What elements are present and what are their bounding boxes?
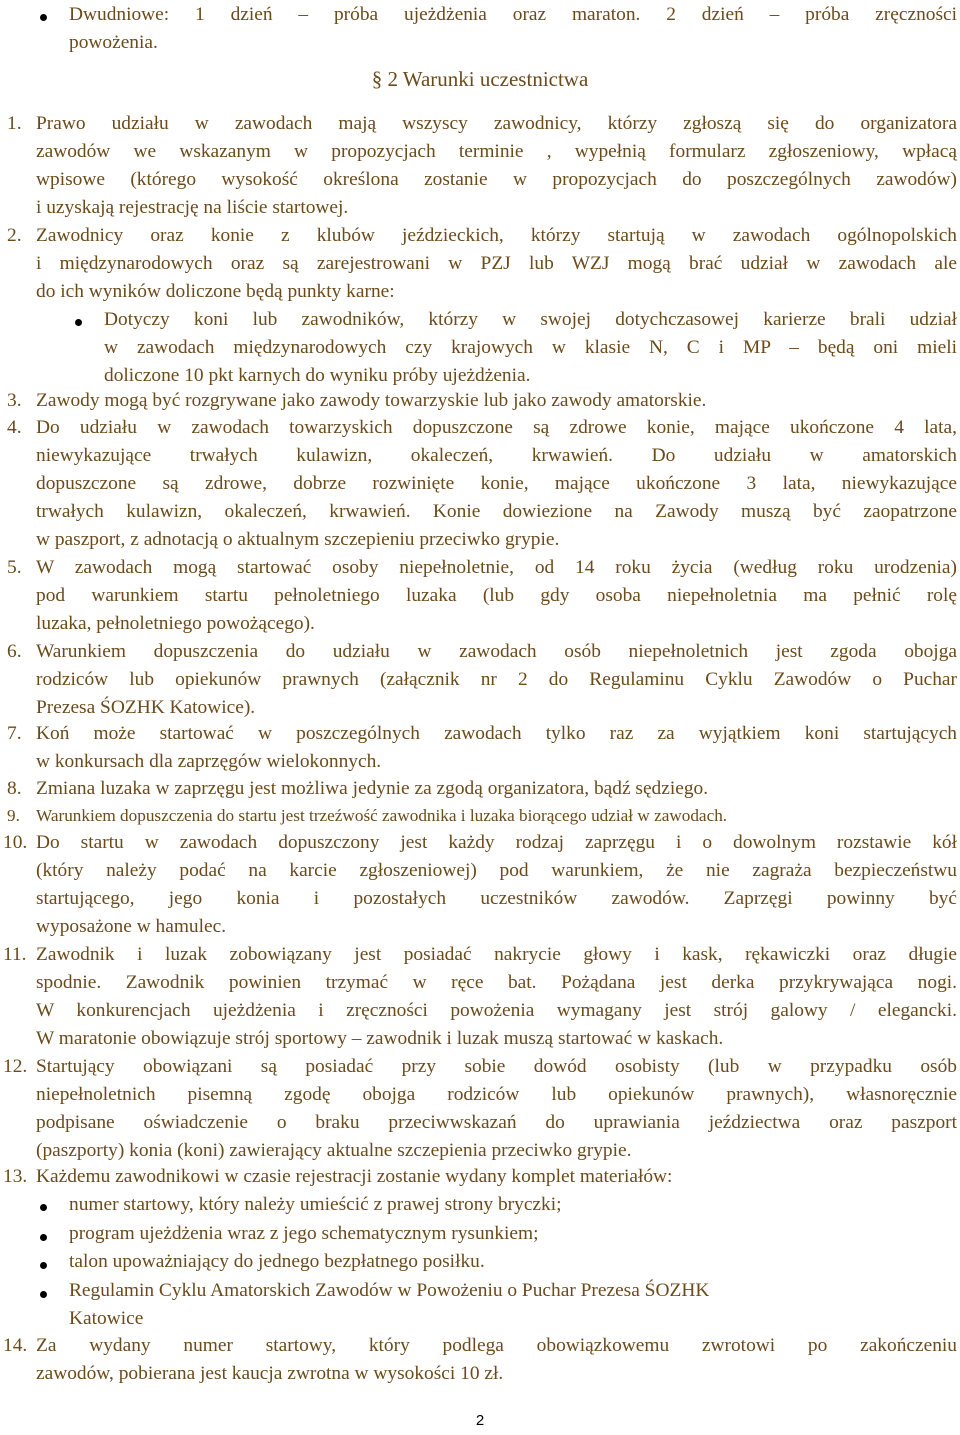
text-line: program ujeżdżenia wraz z jego schematycznym rysunkiem; (69, 1223, 539, 1244)
text-line: podpisane oświadczenie o braku przeciwwskazań do uprawiania jeździectwa oraz paszport (36, 1112, 957, 1133)
text-line: zawodów we wskazanym w propozycjach terminie , wypełnią formularz zgłoszeniowy, wpłacą (36, 141, 957, 162)
text-line: wyposażone w hamulec. (36, 916, 227, 937)
section-heading: § 2 Warunki uczestnictwa (371, 67, 589, 91)
text-line: pod warunkiem startu pełnoletniego luzaka (lub gdy osoba niepełnoletnia ma pełnić rolę (36, 585, 957, 606)
item-number: 12. (3, 1056, 28, 1077)
item-number: 4. (7, 417, 22, 438)
text-line: W maratonie obowiązuje strój sportowy – zawodnik i luzak muszą startować w kaskach. (36, 1028, 724, 1049)
bullet-marker (40, 1262, 47, 1269)
bullet-marker (40, 14, 47, 21)
item-number: 2. (7, 225, 22, 246)
text-line: powożenia. (69, 32, 158, 53)
text-line: rodziców lub opiekunów prawnych (załącznik nr 2 do Regulaminu Cyklu Zawodów o Puchar (36, 669, 957, 690)
item-number: 5. (7, 557, 22, 578)
bullet-marker (40, 1204, 47, 1211)
text-line: (paszporty) konia (koni) zawierający aktualne szczepienia przeciwko grypie. (36, 1140, 632, 1161)
item-number: 7. (7, 723, 22, 744)
text-line: w paszport, z adnotacją o aktualnym szczepieniu przeciwko grypie. (36, 529, 560, 550)
text-line: startującego, jego konia i pozostałych uczestników zawodów. Zaprzęgi powinny być (36, 888, 957, 909)
text-line: do ich wyników doliczone będą punkty karne: (36, 281, 395, 302)
text-line: (który należy podać na karcie zgłoszeniowej) pod warunkiem, że nie zagraża bezpieczeństwu (36, 860, 957, 881)
text-line: spodnie. Zawodnik powinien trzymać w ręce bat. Pożądana jest derka przykrywająca nogi. (36, 972, 957, 993)
item-number: 11. (3, 944, 27, 965)
text-line: numer startowy, który należy umieścić z prawej strony bryczki; (69, 1194, 562, 1215)
text-line: Prawo udziału w zawodach mają wszyscy zawodnicy, którzy zgłoszą się do organizatora (36, 113, 957, 134)
text-line: W konkurencjach ujeżdżenia i zręczności powożenia wymagany jest strój galowy / elegancki. (36, 1000, 957, 1021)
text-line: luzaka, pełnoletniego powożącego). (36, 613, 315, 634)
text-line: Zawodnicy oraz konie z klubów jeździeckich, którzy startują w zawodach ogólnopolskich (36, 225, 957, 246)
text-line: w zawodach międzynarodowych czy krajowych w klasie N, C i MP – będą oni mieli (104, 337, 957, 358)
text-line: talon upoważniający do jednego bezpłatnego posiłku. (69, 1251, 485, 1272)
text-line: wpisowe (którego wysokość określona zostanie w propozycjach do poszczególnych zawodów) (36, 169, 957, 190)
text-line: W zawodach mogą startować osoby niepełnoletnie, od 14 roku życia (według roku urodzenia) (36, 557, 957, 578)
bullet-marker (40, 1234, 47, 1241)
text-line: Za wydany numer startowy, który podlega obowiązkowemu zwrotowi po zakończeniu (36, 1335, 957, 1356)
text-line: Zawody mogą być rozgrywane jako zawody towarzyskie lub jako zawody amatorskie. (36, 390, 707, 411)
text-line: Do udziału w zawodach towarzyskich dopuszczone są zdrowe konie, mające ukończone 4 lata, (36, 417, 957, 438)
text-line: Dwudniowe: 1 dzień – próba ujeżdżenia oraz maraton. 2 dzień – próba zręczności (69, 4, 957, 25)
text-line: Startujący obowiązani są posiadać przy sobie dowód osobisty (lub w przypadku osób (36, 1056, 957, 1077)
item-number: 9. (7, 806, 20, 825)
bullet-marker (40, 1291, 47, 1298)
text-line: Zawodnik i luzak zobowiązany jest posiadać nakrycie głowy i kask, rękawiczki oraz długie (36, 944, 957, 965)
text-line: Warunkiem dopuszczenia do udziału w zawodach osób niepełnoletnich jest zgoda obojga (36, 641, 957, 662)
text-line: zawodów, pobierana jest kaucja zwrotna w wysokości 10 zł. (36, 1363, 504, 1384)
text-line: i międzynarodowych oraz są zarejestrowani w PZJ lub WZJ mogą brać udział w zawodach ale (36, 253, 957, 274)
item-number: 6. (7, 641, 22, 662)
item-number: 10. (3, 832, 28, 853)
text-line: trwałych kulawizn, okaleczeń, krwawień. Konie dowiezione na Zawody muszą być zaopatrzone (36, 501, 957, 522)
text-line: w konkursach dla zaprzęgów wielokonnych. (36, 751, 382, 772)
item-number: 3. (7, 390, 22, 411)
item-number: 8. (7, 778, 22, 799)
text-line: niewykazujące trwałych kulawizn, okaleczeń, krwawień. Do udziału w amatorskich (36, 445, 957, 466)
text-line: Zmiana luzaka w zaprzęgu jest możliwa jedynie za zgodą organizatora, bądź sędziego. (36, 778, 709, 799)
item-number: 13. (3, 1166, 28, 1187)
item-number: 14. (3, 1335, 28, 1356)
bullet-marker (75, 319, 82, 326)
text-line: Dotyczy koni lub zawodników, którzy w swojej dotychczasowej karierze brali udział (104, 309, 957, 330)
page-number: 2 (475, 1412, 485, 1429)
text-line: dopuszczone są zdrowe, dobrze rozwinięte konie, mające ukończone 3 lata, niewykazujące (36, 473, 957, 494)
text-line: doliczone 10 pkt karnych do wyniku próby ujeżdżenia. (104, 365, 531, 386)
item-number: 1. (7, 113, 22, 134)
text-line: Katowice (69, 1308, 144, 1329)
text-line: Warunkiem dopuszczenia do startu jest trzeźwość zawodnika i luzaka biorącego udział w zawodach. (36, 806, 728, 825)
text-line: Prezesa ŚOZHK Katowice). (36, 697, 256, 718)
text-line: i uzyskają rejestrację na liście startowej. (36, 197, 349, 218)
text-line: Koń może startować w poszczególnych zawodach tylko raz za wyjątkiem koni startujących (36, 723, 957, 744)
text-line: Do startu w zawodach dopuszczony jest każdy rodzaj zaprzęgu i o dowolnym rozstawie kół (36, 832, 957, 853)
text-line: Każdemu zawodnikowi w czasie rejestracji zostanie wydany komplet materiałów: (36, 1166, 673, 1187)
text-line: Regulamin Cyklu Amatorskich Zawodów w Powożeniu o Puchar Prezesa ŚOZHK (69, 1280, 710, 1301)
text-line: niepełnoletnich pisemną zgodę obojga rodziców lub opiekunów prawnych), własnoręcznie (36, 1084, 957, 1105)
